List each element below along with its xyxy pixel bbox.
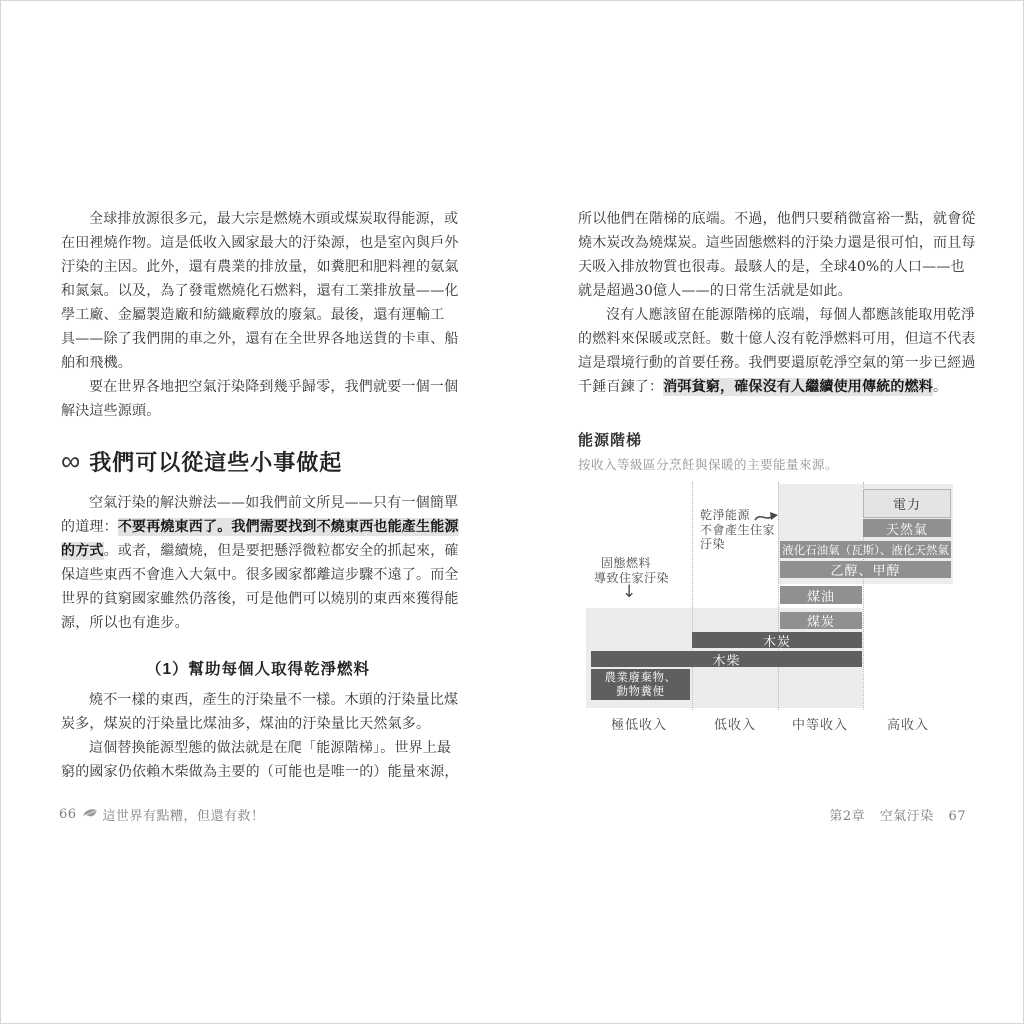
paragraph-ladder-bottom	[578, 207, 976, 303]
text-line	[578, 375, 972, 399]
text-segment: 的道理：	[61, 519, 118, 535]
text-line: 世界的貧窮國家雖然仍落後，可是他們可以燒別的東西來獲得能	[61, 591, 459, 607]
x-axis-label-very-low-income: 極低收入	[610, 717, 668, 732]
text-line: 要在世界各地把空氣汙染降到幾乎歸零，我們就要一個一個	[89, 379, 459, 395]
bar-firewood: 木柴	[591, 651, 862, 667]
bar-label-line: 農業廢棄物、	[604, 671, 677, 684]
bar-agricultural-waste	[591, 669, 690, 700]
text-line: 燒木炭改為燒煤炭。這些固態燃料的汙染力還是很可怕，而且每	[578, 235, 976, 251]
page-number: 67	[948, 809, 966, 824]
bar-lpg-lng: 液化石油氣（瓦斯）、液化天然氣	[780, 541, 951, 558]
text-line: 和氮氣。以及，為了發電燃燒化石燃料，還有工業排放量——化	[61, 283, 459, 299]
down-arrow-icon: ↓	[622, 582, 637, 602]
paragraph-energy-ladder	[61, 736, 459, 784]
text-line: 在田裡燒作物。這是低收入國家最大的汙染源，也是室內與戶外	[61, 235, 459, 251]
annotation-line: 不會產生住家	[700, 522, 776, 537]
text-segment: 千錘百鍊了：	[578, 379, 664, 395]
x-axis-label-high-income: 高收入	[886, 717, 930, 732]
bar-ethanol-methanol: 乙醇、甲醇	[780, 561, 951, 578]
right-page-footer	[578, 805, 966, 824]
x-axis-label-low-income: 低收入	[713, 717, 757, 732]
bar-label-line: 動物糞便	[616, 685, 665, 698]
text-line: 舶和飛機。	[61, 355, 132, 371]
chapter-title: 空氣汙染	[879, 809, 934, 824]
left-page-text-column	[61, 207, 459, 784]
bar-coal: 煤炭	[780, 612, 862, 629]
subsection-heading: （1）幫助每個人取得乾淨燃料	[145, 661, 371, 678]
x-axis-label-middle-income: 中等收入	[791, 717, 849, 732]
text-line: 燒不一樣的東西，產生的汙染量不一樣。木頭的汙染量比煤	[89, 692, 459, 708]
text-line: 全球排放源很多元，最大宗是燃燒木頭或煤炭取得能源，或	[89, 211, 459, 227]
text-line: 學工廠、金屬製造廠和紡織廠釋放的廢氣。最後，還有運輸工	[61, 307, 445, 323]
paragraph-different-fuels	[61, 688, 459, 736]
text-line: 炭多，煤炭的汙染量比煤油多，煤油的汙染量比天然氣多。	[61, 716, 431, 732]
solid-fuel-annotation	[594, 556, 669, 585]
text-line: 解決這些源頭。	[61, 403, 161, 419]
annotation-line: 汙染	[700, 537, 726, 551]
text-line: 沒有人應該留在能源階梯的底端，每個人都應該能取用乾淨	[606, 307, 976, 323]
text-line: 這個替換能源型態的做法就是在爬「能源階梯」。世界上最	[89, 740, 452, 756]
highlighted-text: 消弭貧窮，確保沒有人繼續使用傳統的燃料	[663, 379, 934, 395]
text-line: 空氣汙染的解決辦法——如我們前文所見——只有一個簡單	[89, 495, 459, 511]
annotation-line: 導致住家汙染	[594, 570, 670, 585]
text-line: 的燃料來保暖或烹飪。數十億人沒有乾淨燃料可用，但這不代表	[578, 331, 976, 347]
text-line: 窮的國家仍依賴木柴做為主要的（可能也是唯一的）能量來源，	[61, 764, 459, 780]
bar-electricity: 電力	[863, 489, 951, 518]
bar-natural-gas: 天然氣	[863, 519, 951, 537]
text-line: 汙染的主因。此外，還有農業的排放量，如糞肥和肥料裡的氨氣	[61, 259, 459, 275]
figure-subtitle: 按收入等級區分烹飪與保暖的主要能量來源。	[578, 458, 839, 472]
paragraph-clean-fuel	[578, 303, 976, 399]
text-segment: 。或者，繼續燒，但是要把懸浮微粒都安全的抓起來，確	[103, 543, 459, 559]
text-line: 保這些東西不會進入大氣中。很多國家都離這步驟不遠了。而全	[61, 567, 459, 583]
page-number: 66	[59, 807, 77, 822]
section-heading	[61, 443, 455, 479]
book-title: 這世界有點糟，但還有救！	[102, 809, 265, 824]
right-page-text-column	[578, 207, 976, 399]
text-line: 源，所以也有進步。	[61, 615, 189, 631]
highlighted-text: 的方式	[61, 543, 104, 559]
left-page-footer	[59, 805, 265, 824]
chapter-number: 第2章	[829, 809, 866, 824]
text-line: 所以他們在階梯的底端。不過，他們只要稍微富裕一點，就會從	[578, 211, 976, 227]
infinity-icon: ∞	[61, 445, 82, 476]
section-heading-text: 我們可以從這些小事做起	[89, 449, 343, 475]
energy-ladder-chart	[578, 482, 956, 734]
figure-title: 能源階梯	[578, 432, 643, 449]
highlighted-text: 不要再燒東西了。我們需要找到不燒東西也能產生能源	[117, 519, 459, 535]
leaf-icon	[82, 808, 98, 822]
annotation-line: 固態燃料	[601, 556, 652, 570]
text-line	[61, 515, 459, 539]
column-separator	[692, 482, 693, 710]
paragraph-emission-sources	[61, 207, 459, 375]
text-line: 天吸入排放物質也很毒。最駭人的是，全球40%的人口——也	[578, 259, 965, 275]
bar-kerosene: 煤油	[780, 586, 862, 604]
bar-charcoal: 木炭	[692, 632, 862, 648]
curved-arrow-icon	[754, 510, 780, 525]
text-line	[61, 539, 459, 563]
text-line: 就是超過30億人——的日常生活就是如此。	[578, 283, 852, 299]
paragraph-solution	[61, 491, 459, 635]
paragraph-reduce-to-zero	[61, 375, 459, 423]
text-line: 具——除了我們開的車之外，還有在全世界各地送貨的卡車、船	[61, 331, 459, 347]
text-line: 這是環境行動的首要任務。我們要還原乾淨空氣的第一步已經過	[578, 355, 976, 371]
annotation-line: 乾淨能源	[700, 508, 751, 522]
text-segment: 。	[933, 379, 948, 395]
